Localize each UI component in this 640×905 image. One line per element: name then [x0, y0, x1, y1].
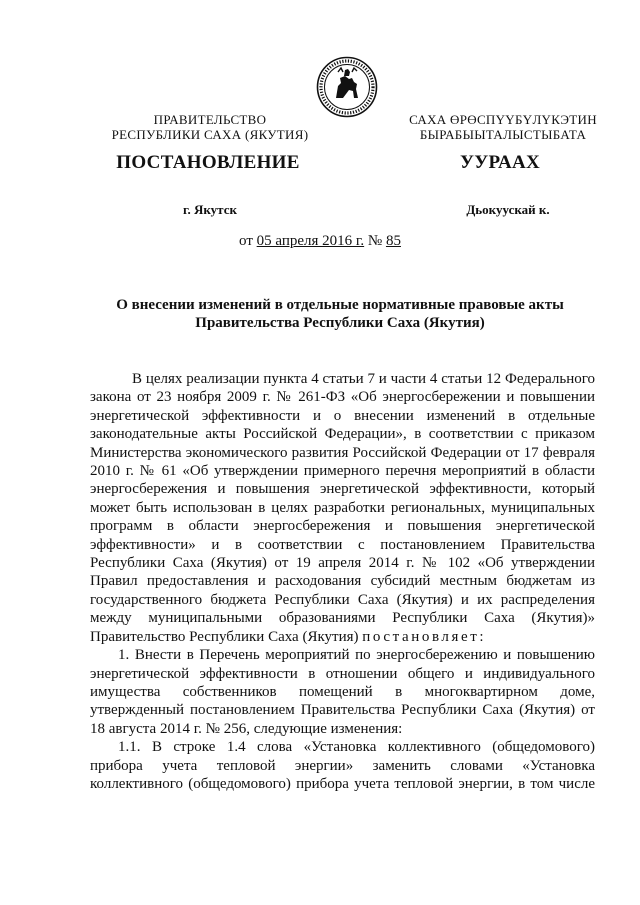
document-body	[90, 370, 595, 793]
body-line: Министерства экономического развития Российской Федерации от 17 февраля	[90, 444, 595, 461]
header-right-authority	[398, 112, 608, 142]
body-line: Правил предоставления и расходования субсидий местным бюджетам из	[90, 573, 595, 590]
item11-line: коллективного (общедомового) прибора учета тепловой энергии, в том числе	[90, 775, 595, 792]
document-title	[90, 296, 590, 332]
body-line: закона от 23 ноября 2009 г. № 261-ФЗ «Об энергосбережении и повышении	[90, 389, 595, 406]
doc-type-left: ПОСТАНОВЛЕНИЕ	[116, 152, 300, 173]
body-line: программ в области энергосбережения и повышения энергетической	[90, 518, 595, 535]
resolution-prefix: Правительство Республики Саха (Якутия)	[90, 628, 363, 645]
resolution-keyword: постановляет:	[362, 628, 487, 645]
date-prefix: от	[239, 233, 257, 249]
item1-line: 1. Внести в Перечень мероприятий по энергосбережению и повышению	[118, 647, 595, 664]
item1-line: имущества собственников помещений в многоквартирном доме,	[90, 683, 595, 700]
body-line: энергетической эффективности и о внесении изменений в отдельные	[90, 407, 595, 424]
header-right-line1: САХА ӨРӨСПҮҮБҮЛҮКЭТИН	[409, 112, 597, 127]
item1-line: утвержденный постановлением Правительства Республики Саха (Якутия) от	[90, 702, 595, 719]
item1-line: 18 августа 2014 г. № 256, следующие изменения:	[90, 720, 403, 737]
body-line: может быть использован в целях разработки региональных, муниципальных	[90, 499, 595, 516]
body-line: энергосбережения и повышения энергетической эффективности, который	[90, 481, 595, 498]
decree-number: 85	[385, 233, 401, 249]
header-left-authority	[95, 112, 325, 142]
item11-line: прибора учета тепловой энергии» заменить словами «Установка	[90, 757, 595, 774]
city-right: Дьокуускай к.	[466, 202, 550, 217]
title-line1: О внесении изменений в отдельные нормативные правовые акты	[116, 297, 564, 313]
body-line: 2010 г. № 61 «Об утверждении примерного перечня мероприятий в области	[90, 463, 595, 480]
doc-type-right: УУРААХ	[459, 152, 541, 173]
number-prefix: №	[364, 233, 386, 249]
city-left: г. Якутск	[183, 202, 237, 217]
item11-line: 1.1. В строке 1.4 слова «Установка коллективного (общедомового)	[118, 739, 595, 756]
body-line: эффективности» и в соответствии с постановлением Правительства	[90, 536, 595, 553]
header-right-line2: БЫРАБЫЫТАЛЫСТЫБАТА	[419, 127, 587, 142]
coat-of-arms-emblem-icon	[316, 56, 378, 118]
title-line2: Правительства Республики Саха (Якутия)	[195, 315, 485, 331]
body-line: В целях реализации пункта 4 статьи 7 и части 4 статьи 12 Федерального	[132, 371, 595, 387]
body-line: государственного бюджета Республики Саха (Якутия) и их распределения	[90, 591, 595, 608]
item1-line: энергетической эффективности в отношении общего и индивидуального	[90, 665, 595, 682]
decree-date: 05 апреля 2016 г.	[256, 233, 365, 249]
header-left-line2: РЕСПУБЛИКИ САХА (ЯКУТИЯ)	[111, 127, 309, 142]
body-line: Республики Саха (Якутия) от 19 апреля 2014 г. № 102 «Об утверждении	[90, 555, 595, 572]
body-line-resolution	[90, 628, 595, 646]
body-line: законодательные акты Российской Федерации», в соответствии с приказом	[90, 426, 595, 443]
header-left-line1: ПРАВИТЕЛЬСТВО	[153, 112, 267, 127]
body-line: между муниципальными образованиями Республики Саха (Якутия)»	[90, 610, 595, 627]
date-number-line	[0, 233, 640, 250]
